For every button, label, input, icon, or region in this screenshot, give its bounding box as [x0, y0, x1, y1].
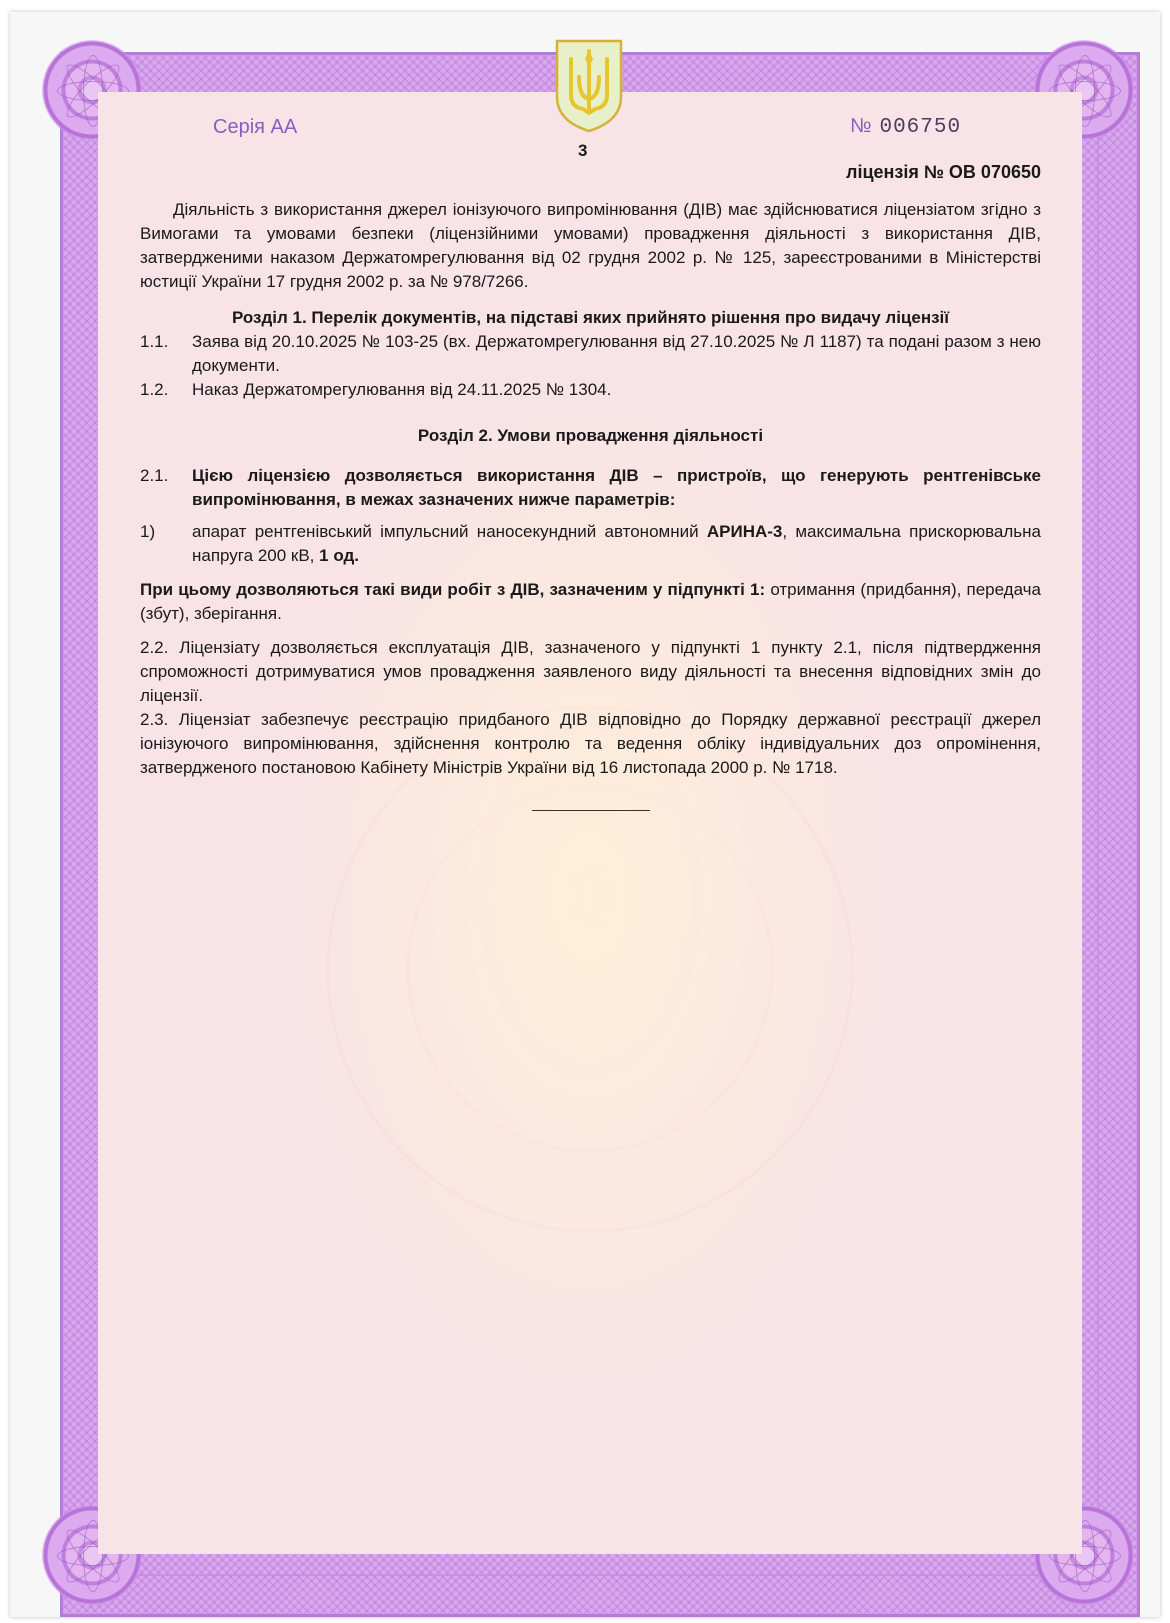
permitted-works-list: отримання (придбання), передача (збут), зберігання. — [140, 580, 1041, 623]
form-number-value: 006750 — [879, 116, 962, 139]
item-text: Заява від 20.10.2025 № 103-25 (вх. Держатомрегулювання від 27.10.2025 № Л 1187) та подані разом з нею документи. — [192, 332, 1041, 375]
item-text: Наказ Держатомрегулювання від 24.11.2025 № 1304. — [192, 380, 612, 399]
list-item — [140, 330, 1041, 378]
sub-item-1 — [140, 520, 1041, 568]
item-number: 1) — [140, 522, 156, 541]
paragraph-2-3: 2.3. Ліцензіат забезпечує реєстрацію придбаного ДІВ відповідно до Порядку державної реєстрації джерел іонізуючого випромінювання, здійснення контролю та ведення обліку індивідуальних доз опромінення, затвердженого постановою Кабінету Міністрів України від 16 листопада 2000 р. № 1718. — [140, 710, 1041, 777]
end-divider — [532, 810, 650, 811]
permitted-works-paragraph — [140, 578, 1041, 626]
trident-emblem-icon — [553, 37, 625, 133]
section-2-title: Розділ 2. Умови провадження діяльності — [417, 426, 764, 445]
item-number: 1.2. — [140, 380, 169, 399]
paragraph-2-2: 2.2. Ліцензіату дозволяється експлуатація ДІВ, зазначеного у підпункті 1 пункту 2.1, після підтвердження спроможності дотримуватися умов провадження заявленого виду діяльності та внесення відповідних змін до ліцензії. — [140, 638, 1041, 705]
device-quantity: 1 од. — [319, 546, 359, 565]
item-text: Цією ліцензією дозволяється використання ДІВ – пристроїв, що генерують рентгенівське випромінювання, в межах зазначених нижче параметрів: — [192, 466, 1041, 509]
item-number: 2.1. — [140, 466, 169, 485]
item-2-1 — [140, 464, 1041, 512]
device-parameters: , максимальна прискорювальна напруга 200 кВ, — [192, 522, 1041, 565]
item-text — [192, 520, 1041, 568]
form-number — [850, 115, 961, 139]
permitted-works-lead: При цьому дозволяються такі види робіт з ДІВ, зазначеним у підпункті 1: — [140, 580, 766, 599]
page-number: 3 — [578, 141, 588, 160]
device-name: АРИНА-3 — [706, 522, 783, 541]
list-item — [140, 378, 1041, 402]
section-1-title: Розділ 1. Перелік документів, на підставі яких прийнято рішення про видачу ліцензії — [231, 308, 950, 327]
document-body — [140, 198, 1041, 811]
intro-paragraph: Діяльність з використання джерел іонізуючого випромінювання (ДІВ) має здійснюватися ліцензіатом згідно з Вимогами та умовами безпеки (ліцензійними умовами) провадження діяльності з використання ДІВ, затвердженими наказом Держатомрегулювання від 02 грудня 2002 р. № 125, зареєстрованими в Міністерстві юстиції України 17 грудня 2002 р. за № 978/7266. — [140, 200, 1041, 291]
series-label: Серія АА — [213, 116, 298, 138]
item-number: 1.1. — [140, 332, 169, 351]
number-sign: № — [850, 115, 872, 137]
license-reference: ліцензія № ОВ 070650 — [846, 162, 1041, 182]
device-description: апарат рентгенівський імпульсний наносекундний автономний — [192, 522, 707, 541]
